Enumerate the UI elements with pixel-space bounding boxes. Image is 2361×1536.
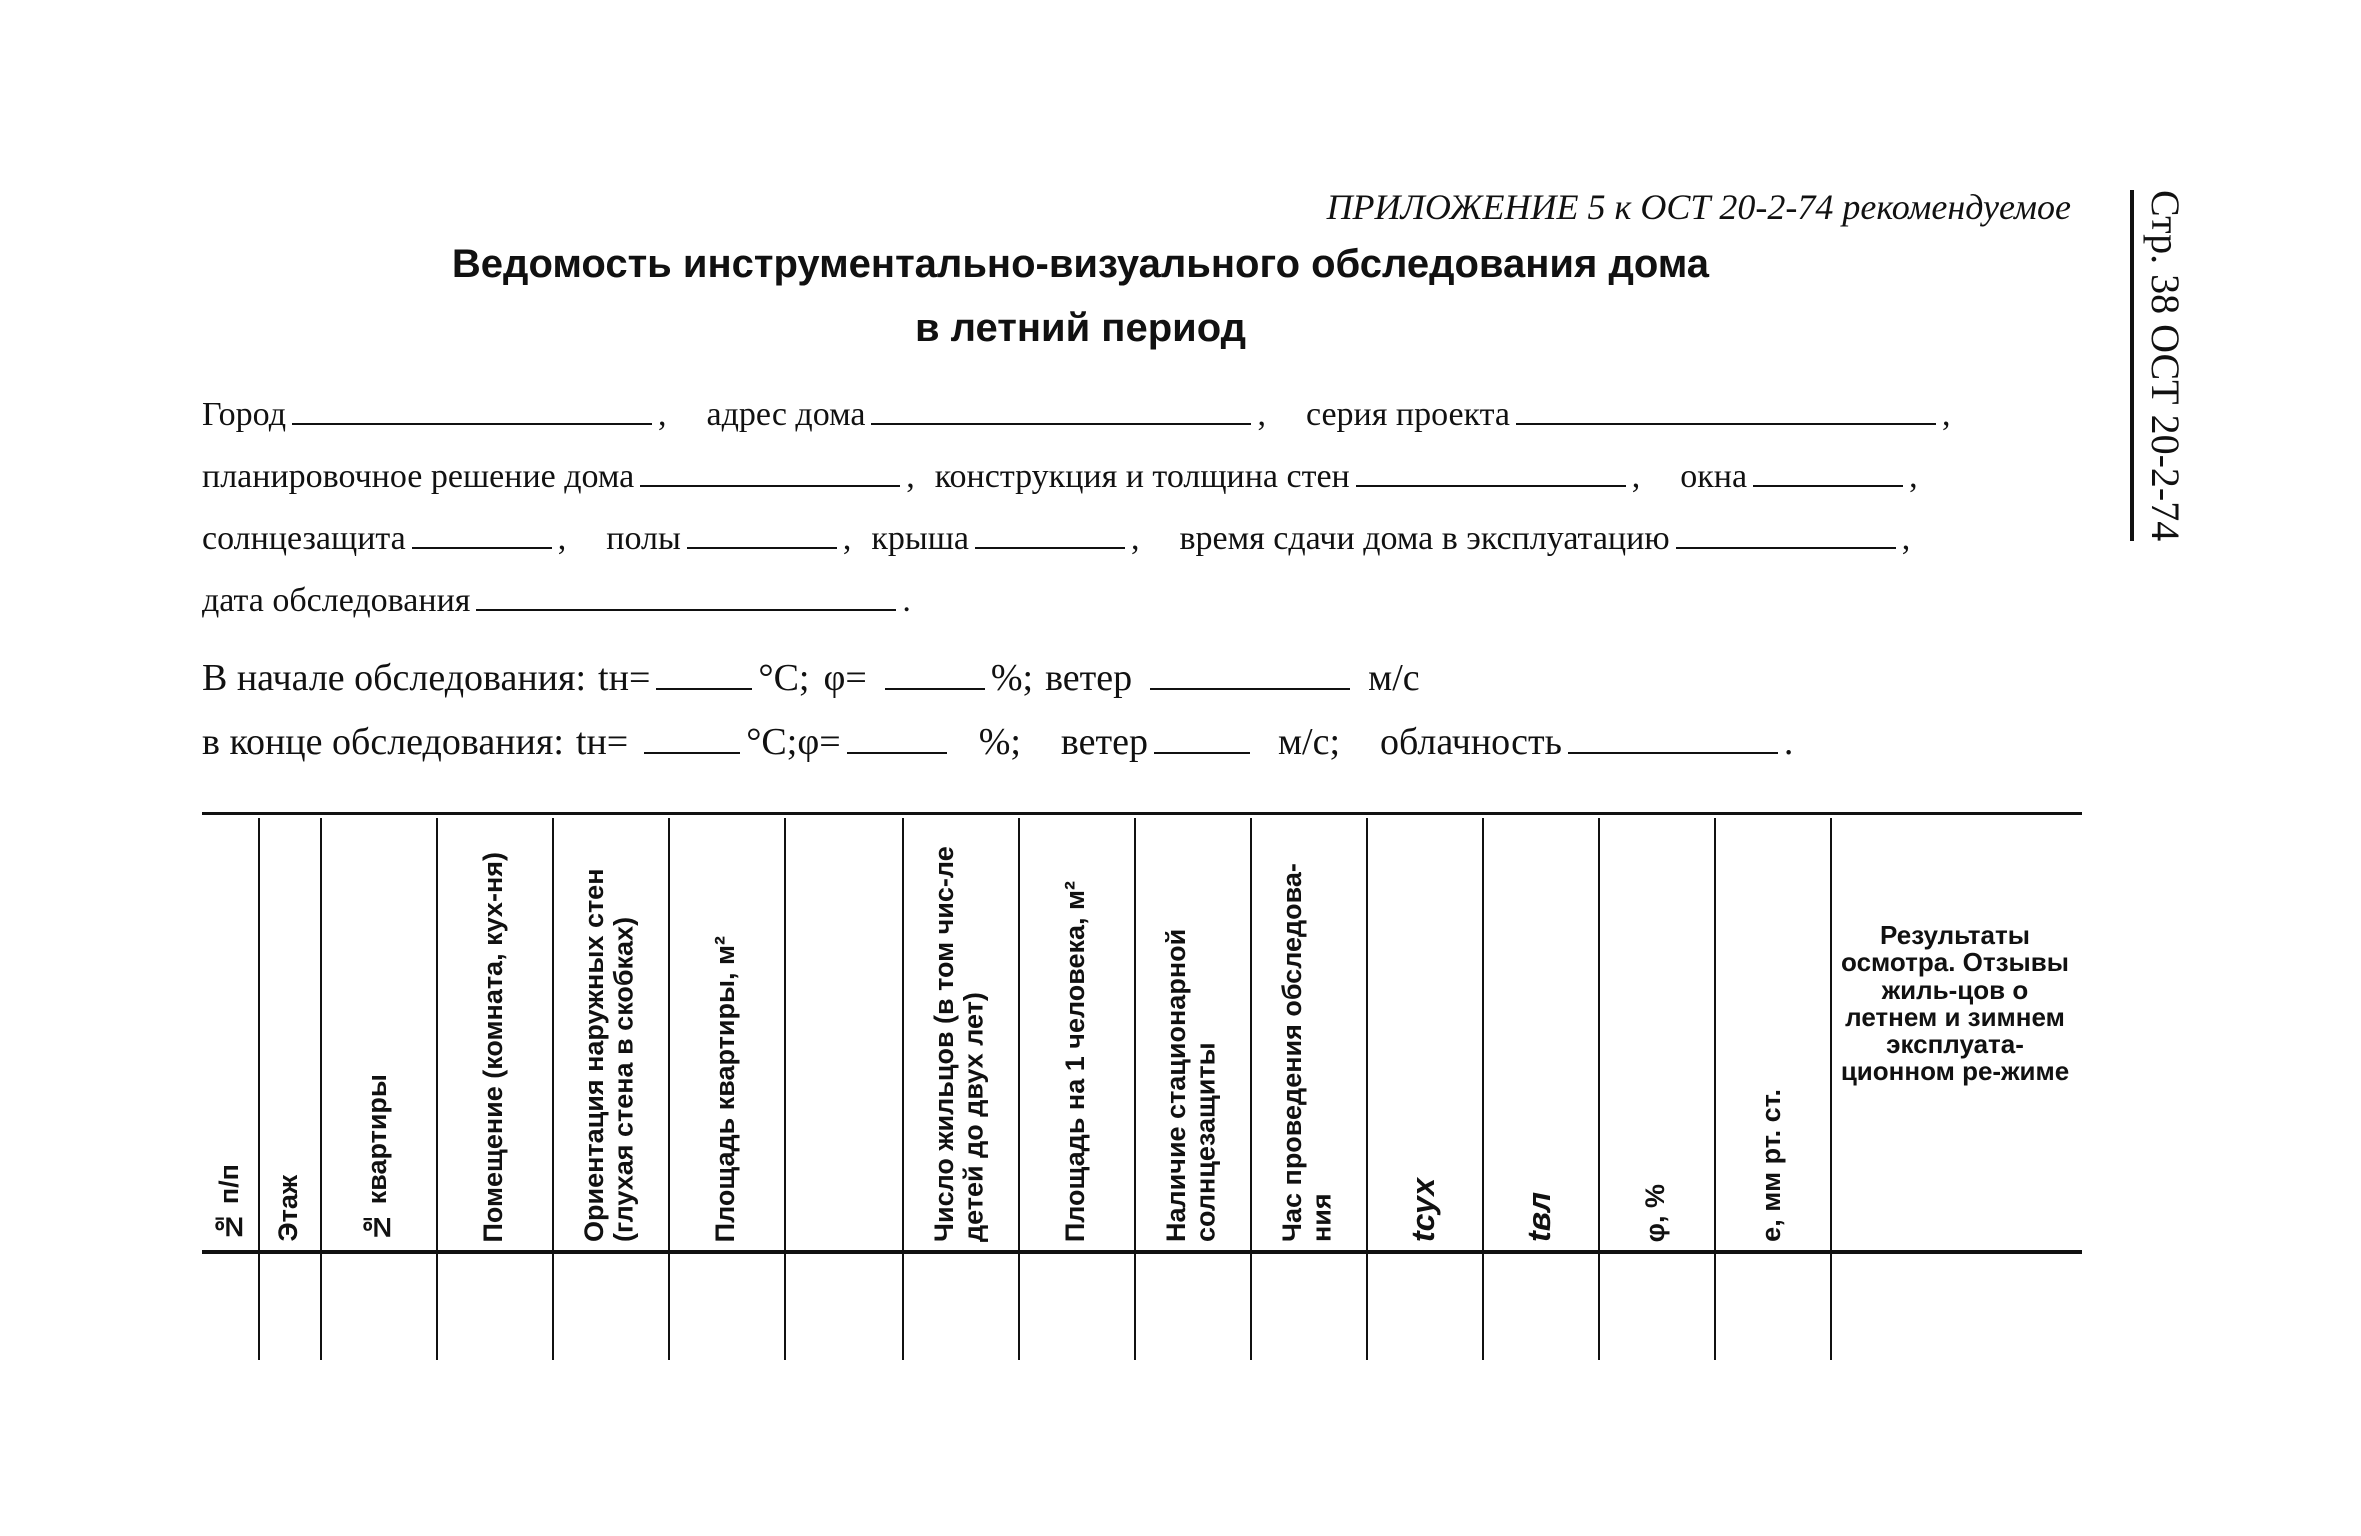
col-header-room: Помещение (комната, кух-ня) [478, 851, 509, 1242]
col-header-blank [784, 822, 902, 1242]
start-wind-field[interactable] [1150, 687, 1350, 690]
windows-field[interactable] [1753, 484, 1903, 487]
walls-label: конструкция и толщина стен [934, 458, 1350, 495]
form-line-2: планировочное решение дома , конструкция и толщина стен , окна , [202, 458, 1918, 495]
cloud-field[interactable] [1568, 751, 1778, 754]
document-title: Ведомость инструментально-визуального обследования дома [451, 242, 1710, 286]
wind-label: ветер [1045, 657, 1133, 699]
phi-label: φ= [823, 657, 867, 699]
date-label: дата обследования [202, 582, 471, 619]
form-line-3: солнцезащита , полы , крыша , время сдачи дома в эксплуатацию , [202, 520, 1911, 557]
commission-label: время сдачи дома в эксплуатацию [1179, 520, 1670, 557]
city-field[interactable] [292, 422, 652, 425]
col-header-t-wet: tвл [1521, 1192, 1558, 1242]
col-header-floor: Этаж [273, 1175, 304, 1242]
document-subtitle: в летний период [914, 306, 1247, 350]
end-tn-field[interactable] [644, 751, 740, 754]
col-header-humidity: φ, % [1640, 1183, 1671, 1242]
col-header-t-dry: tсух [1405, 1177, 1442, 1242]
col-header-area: Площадь квартиры, м² [710, 935, 741, 1242]
form-line-start [202, 656, 2082, 700]
pct-label-2: %; [978, 721, 1021, 763]
cloud-label: облачность [1380, 721, 1562, 763]
end-wind-field[interactable] [1154, 751, 1250, 754]
col-header-area-per-person: Площадь на 1 человека, м² [1060, 880, 1091, 1242]
address-field[interactable] [871, 422, 1251, 425]
tn-label: tн= [598, 657, 651, 699]
table-top-rule [202, 812, 2082, 815]
series-field[interactable] [1516, 422, 1936, 425]
floors-field[interactable] [687, 546, 837, 549]
walls-field[interactable] [1356, 484, 1626, 487]
plan-field[interactable] [640, 484, 900, 487]
end-label: в конце обследования: [202, 721, 564, 763]
col-header-apartment: № квартиры [362, 1074, 393, 1242]
commission-field[interactable] [1676, 546, 1896, 549]
date-field[interactable] [476, 608, 896, 611]
deg-label: °С; [758, 657, 810, 699]
floors-label: полы [606, 520, 681, 557]
tn-label-2: tн= [575, 721, 629, 763]
col-header-residents: Число жильцов (в том чис-ле детей до двух лет) [929, 846, 989, 1242]
phi-label-2: φ= [797, 721, 841, 763]
address-label: адрес дома [706, 396, 866, 433]
end-phi-field[interactable] [847, 751, 947, 754]
col-header-results: Результаты осмотра. Отзывы жиль-цов о летнем и зимнем эксплуата-ционном ре-жиме [1840, 920, 2070, 1087]
form-line-end: в конце обследования: tн= °С; φ= %; ветер м/с; облачность . [202, 721, 1794, 763]
plan-label: планировочное решение дома [202, 458, 635, 495]
form-line-1: Город , адрес дома , серия проекта , [202, 396, 1951, 433]
sunshade-label: солнцезащита [202, 520, 406, 557]
start-tn-field[interactable] [656, 687, 752, 690]
deg-label-2: °С; [746, 721, 798, 763]
windows-label: окна [1680, 458, 1748, 495]
col-header-hour: Час проведения обследова-ния [1277, 863, 1337, 1242]
roof-field[interactable] [975, 546, 1125, 549]
pct-label: %; [990, 657, 1034, 699]
wind-label-2: ветер [1060, 721, 1148, 763]
start-phi-field[interactable] [885, 687, 985, 690]
side-page-number: Стр. 38 ОСТ 20-2-74 [2130, 190, 2189, 541]
col-header-orientation: Ориентация наружных стен (глухая стена в скобках) [579, 868, 639, 1242]
col-divider [1830, 818, 1832, 1360]
annex-label: ПРИЛОЖЕНИЕ 5 к ОСТ 20-2-74 рекомендуемое [1326, 187, 2071, 227]
roof-label: крыша [871, 520, 969, 557]
col-header-sunshade: Наличие стационарной солнцезащиты [1161, 928, 1221, 1242]
col-header-vapor-pressure: e, мм рт. ст. [1756, 1089, 1787, 1242]
ms-label-2: м/с; [1277, 721, 1341, 763]
form-line-4: дата обследования . [202, 582, 911, 619]
col-header-number: № п/п [214, 1164, 245, 1242]
table-header-rule [202, 1250, 2082, 1254]
series-label: серия проекта [1305, 396, 1511, 433]
city-label: Город [202, 396, 286, 433]
start-label: В начале обследования: [202, 657, 587, 699]
sunshade-field[interactable] [412, 546, 552, 549]
ms-label: м/с [1368, 657, 1420, 699]
